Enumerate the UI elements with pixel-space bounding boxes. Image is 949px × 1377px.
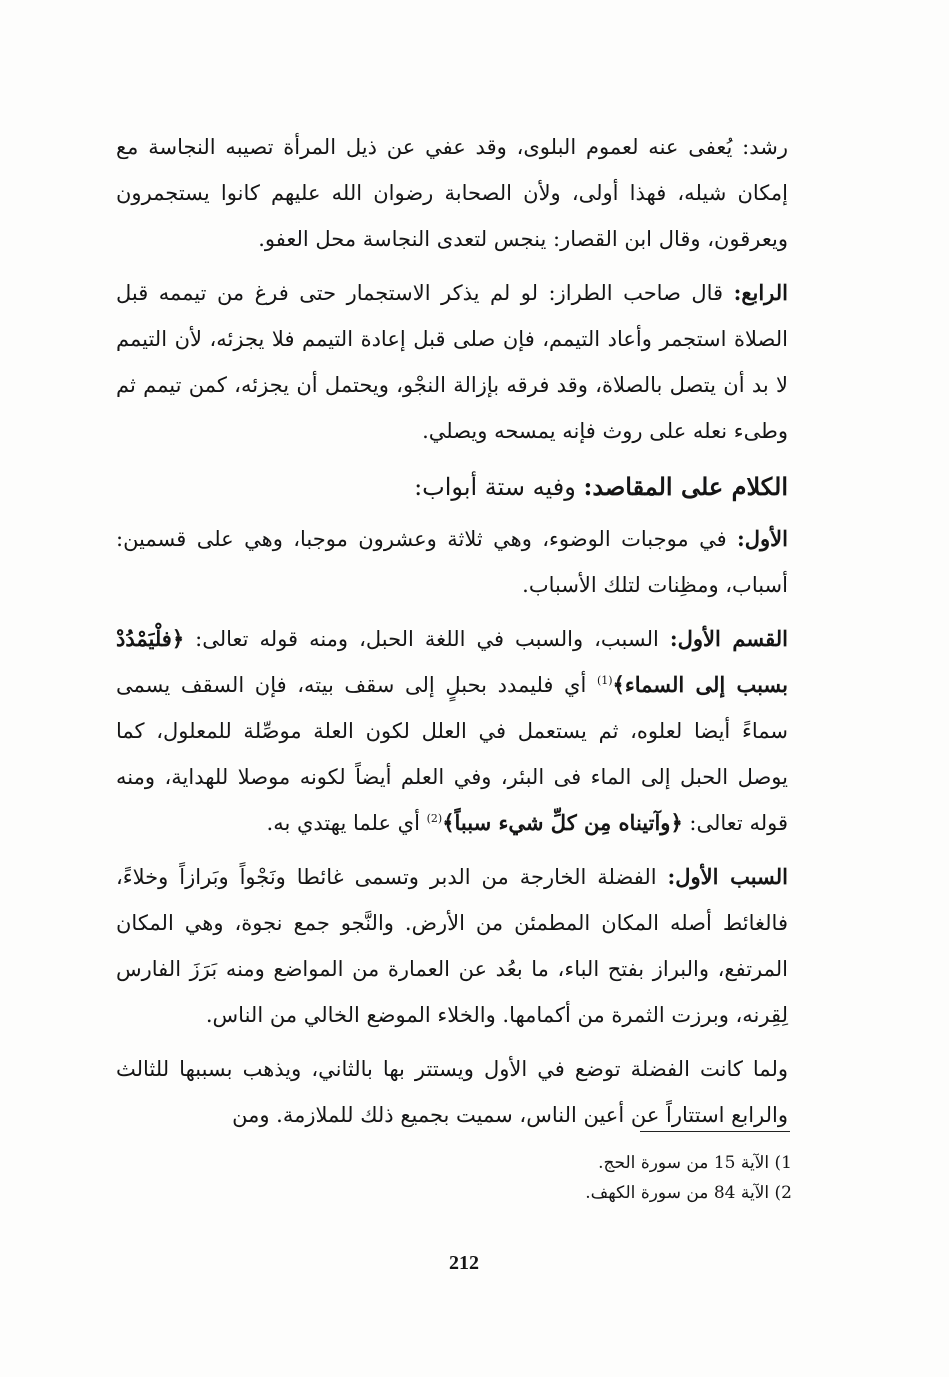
- paragraph-text: رشد: يُعفى عنه لعموم البلوى، وقد عفي عن ذيل المرأة تصيبه النجاسة مع إمكان شيله، فهذا أولى، ولأن الصحابة رضوان الله عليهم كانوا يستجمرون ويعرقون، وقال ابن القصار: ينجس لتعدى النجاسة محل العفو.: [116, 135, 788, 251]
- quran-verse-2: ﴿وآتيناه مِن كلِّ شيء سبباً﴾: [442, 810, 683, 835]
- paragraph-text: في موجبات الوضوء، وهي ثلاثة وعشرون موجبا، وهي على قسمين: أسباب، ومظِنات لتلك الأسباب.: [116, 527, 788, 597]
- heading-lead: الكلام على المقاصد:: [583, 472, 788, 501]
- footnote-ref-1: (1): [596, 674, 613, 687]
- paragraph-text: السبب، والسبب في اللغة الحبل، ومنه قوله تعالى:: [195, 627, 670, 651]
- paragraph-1: [116, 124, 788, 262]
- section-heading: [116, 464, 788, 510]
- paragraph-text-continued: أي فليمدد بحبلٍ إلى سقف بيته، فإن السقف يسمى سماءً أيضا لعلوه، ثم يستعمل في العلل لكون العلة موصِّلة للمعلول، كما يوصل الحبل إلى الماء فى البئر، وفي العلم أيضاً لكونه موصلا للهداية، ومنه قوله تعالى:: [116, 673, 788, 835]
- paragraph-5: [116, 616, 788, 846]
- page-number: 212: [449, 1252, 479, 1274]
- main-text: [116, 124, 788, 1146]
- footnote-ref-2: (2): [426, 812, 443, 825]
- paragraph-7: [116, 1046, 788, 1138]
- paragraph-lead: الأول:: [737, 526, 788, 551]
- footnote-2: 2) الآية 84 من سورة الكهف.: [585, 1183, 792, 1203]
- footnote-1: 1) الآية 15 من سورة الحج.: [598, 1153, 792, 1173]
- paragraph-lead: الرابع:: [733, 280, 788, 305]
- paragraph-text: الفضلة الخارجة من الدبر وتسمى غائطا ونَجْواً وبَرازاً وخلاءً، فالغائط أصله المكان المطمئن من الأرض. والنَّجو جمع نجوة، وهي المكان المرتفع، والبراز بفتح الباء، ما بعُد عن العمارة من المواضع ومنه بَرَزَ الفارس لِقِرنه، وبرزت الثمرة من أكمامها. والخلاء الموضع الخالي من الناس.: [116, 865, 788, 1027]
- paragraph-text: قال صاحب الطراز: لو لم يذكر الاستجمار حتى فرغ من تيممه قبل الصلاة استجمر وأعاد التيمم، فإن صلى قبل إعادة التيمم فلا يجزئه، لأن التيمم لا بد أن يتصل بالصلاة، وقد فرقه بإزالة النجْو، ويحتمل أن يجزئه، كمن تيمم ثم وطىء نعله على روث فإنه يمسحه ويصلي.: [116, 281, 788, 443]
- footnotes: [400, 1148, 792, 1208]
- paragraph-lead: السبب الأول:: [667, 864, 788, 889]
- paragraph-lead: القسم الأول:: [669, 626, 788, 651]
- paragraph-2: [116, 270, 788, 454]
- heading-text: وفيه ستة أبواب:: [414, 473, 584, 501]
- paragraph-text: ولما كانت الفضلة توضع في الأول ويستتر بها بالثاني، ويذهب بسببها للثالث والرابع استتاراً عن أعين الناس، سميت بجميع ذلك للملازمة. ومن: [116, 1057, 788, 1127]
- footnote-separator: [640, 1131, 790, 1132]
- paragraph-text-end: أي علما يهتدي به.: [266, 811, 427, 835]
- paragraph-4: [116, 516, 788, 608]
- quran-verse-1: ﴿فلْيَمْدُدْ بسبب إلى السماء﴾: [116, 626, 788, 697]
- paragraph-6: [116, 854, 788, 1038]
